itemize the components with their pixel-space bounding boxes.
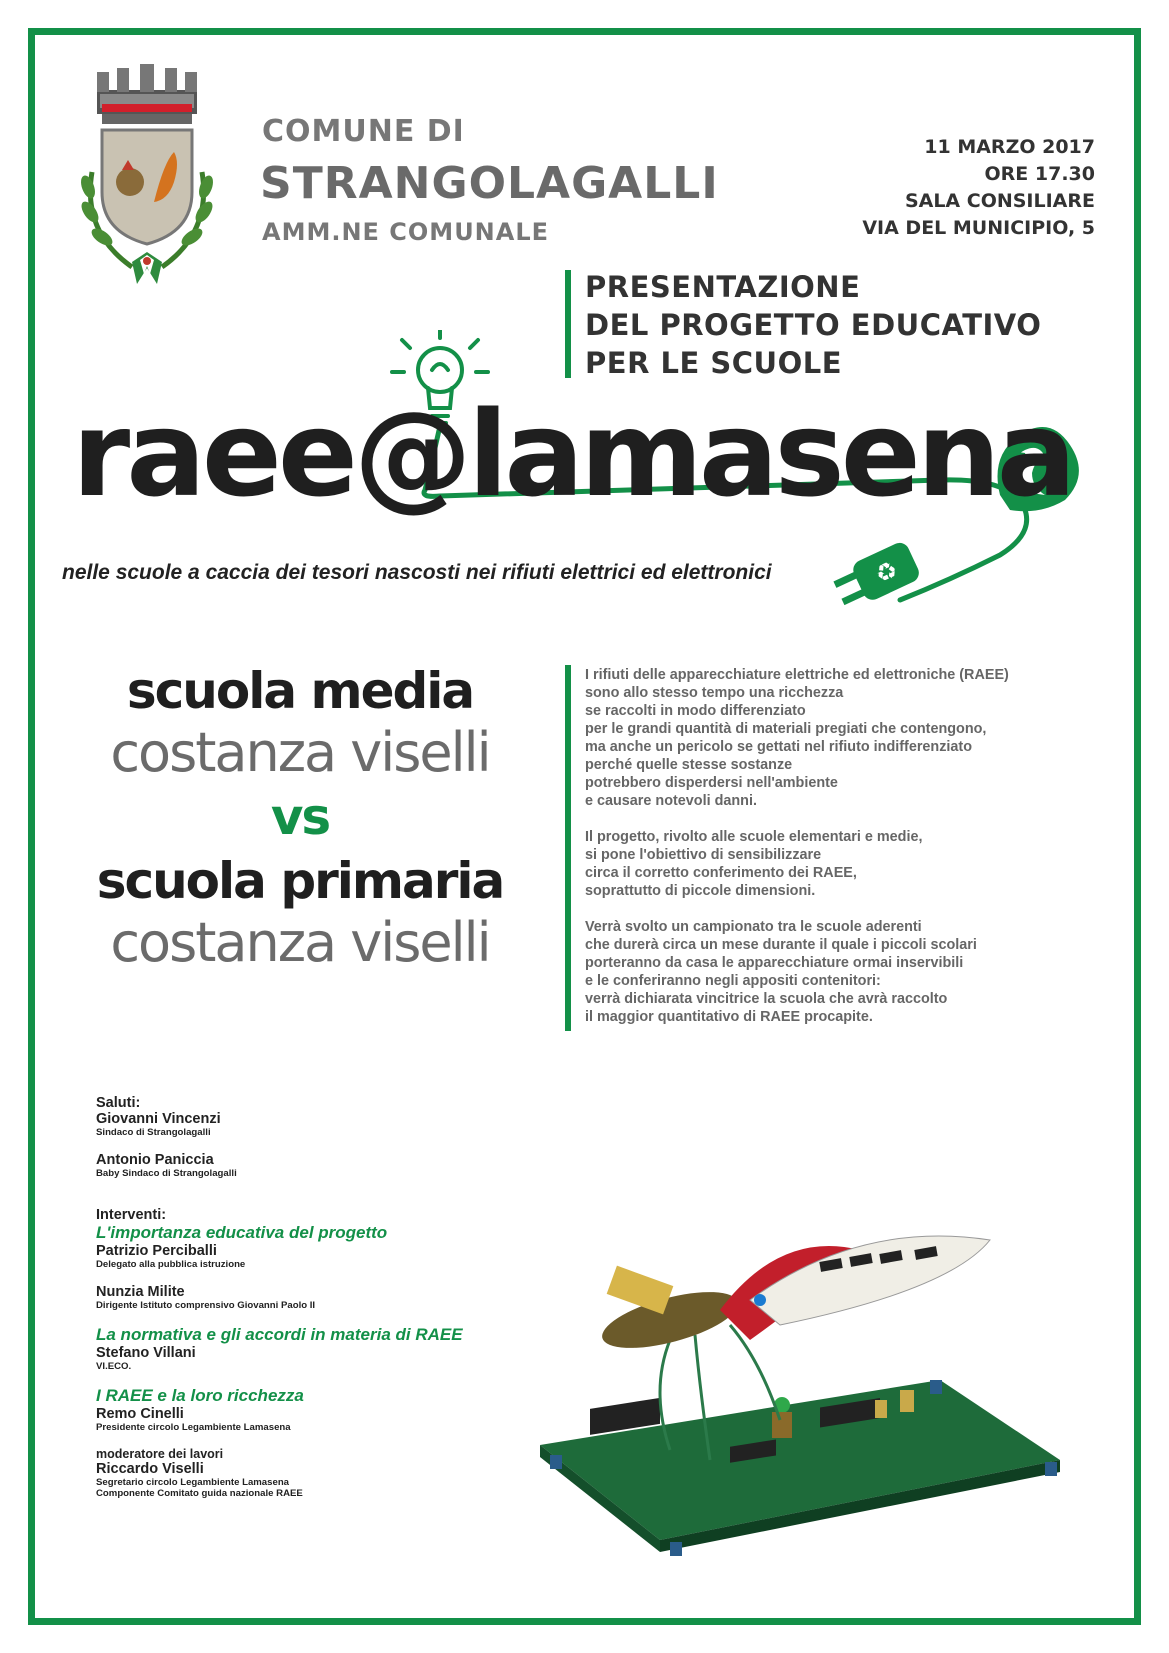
speaker-role: Baby Sindaco di Strangolagalli bbox=[96, 1168, 237, 1179]
event-info bbox=[862, 134, 1095, 242]
event-venue: SALA CONSILIARE bbox=[904, 190, 1095, 212]
schools-block bbox=[50, 660, 550, 974]
raee-lamasena-logo: raee@lamasena bbox=[72, 385, 1073, 523]
speaker-name: Antonio Paniccia bbox=[96, 1152, 214, 1168]
coat-of-arms-icon bbox=[62, 62, 232, 292]
moderator-name: Riccardo Viselli bbox=[96, 1461, 204, 1477]
event-address: VIA DEL MUNICIPIO, 5 bbox=[862, 217, 1095, 239]
description-accent-bar bbox=[565, 665, 571, 1031]
talk-topic: L'importanza educativa del progetto bbox=[96, 1223, 388, 1242]
event-date: 11 MARZO 2017 bbox=[924, 136, 1095, 158]
speaker-name: Remo Cinelli bbox=[96, 1406, 184, 1422]
talk-topic: La normativa e gli accordi in materia di RAEE bbox=[96, 1325, 463, 1344]
circuit-insect-image bbox=[520, 1230, 1080, 1560]
description-paragraph: Verrà svolto un campionato tra le scuole aderenti che durerà circa un mese durante il quale i piccoli scolari porteranno da casa le apparecchiature ormai inservibili e le conferiranno negli appositi contenitori: verrà dichiarata vincitrice la scuola che avrà raccolto il maggior quantitativo di RAEE procapite. bbox=[585, 919, 977, 1025]
recycle-icon: ♻ bbox=[870, 555, 903, 590]
presentation-line: PER LE SCUOLE bbox=[585, 346, 843, 380]
speaker-name: Stefano Villani bbox=[96, 1345, 196, 1361]
school2-name: costanza viselli bbox=[110, 911, 490, 974]
talk-topic: I RAEE e la loro ricchezza bbox=[96, 1386, 304, 1405]
speaker-role: Delegato alla pubblica istruzione bbox=[96, 1259, 246, 1270]
interventi-label: Interventi: bbox=[96, 1207, 167, 1223]
project-description bbox=[585, 666, 1105, 1044]
school1-name: costanza viselli bbox=[110, 721, 490, 784]
moderator-role: Segretario circolo Legambiente Lamasena bbox=[96, 1477, 290, 1488]
event-time: ORE 17.30 bbox=[984, 163, 1095, 185]
speaker-name: Giovanni Vincenzi bbox=[96, 1111, 221, 1127]
speaker-role: Sindaco di Strangolagalli bbox=[96, 1127, 211, 1138]
speaker-name: Patrizio Perciballi bbox=[96, 1243, 217, 1259]
saluti-label: Saluti: bbox=[96, 1095, 141, 1111]
description-paragraph: I rifiuti delle apparecchiature elettriche ed elettroniche (RAEE) sono allo stesso tempo una ricchezza se raccolti in modo differenziato per le grandi quantità di materiali pregiati che contengono, ma anche un pericolo se gettati nel rifiuto indifferenziato perché quelle stesse sostanze potrebbero disperdersi nell'ambiente e causare notevoli danni. bbox=[585, 667, 1009, 809]
tagline: nelle scuole a caccia dei tesori nascosti nei rifiuti elettrici ed elettronici bbox=[62, 561, 772, 584]
versus-label: vs bbox=[270, 788, 330, 846]
description-paragraph: Il progetto, rivolto alle scuole elementari e medie, si pone l'obiettivo di sensibilizzare circa il corretto conferimento dei RAEE, soprattutto di piccole dimensioni. bbox=[585, 829, 923, 899]
moderator-label: moderatore dei lavori bbox=[96, 1447, 224, 1461]
speaker-role: VI.ECO. bbox=[96, 1361, 132, 1372]
moderator-role: Componente Comitato guida nazionale RAEE bbox=[96, 1488, 303, 1499]
speaker-role: Presidente circolo Legambiente Lamasena bbox=[96, 1422, 291, 1433]
comune-name: STRANGOLAGALLI bbox=[260, 158, 719, 209]
speaker-name: Nunzia Milite bbox=[96, 1284, 185, 1300]
presentation-line: DEL PROGETTO EDUCATIVO bbox=[585, 308, 1042, 342]
school2-type: scuola primaria bbox=[96, 852, 504, 910]
school1-type: scuola media bbox=[126, 662, 474, 720]
program-list bbox=[96, 1095, 566, 1513]
speaker-role: Dirigente Istituto comprensivo Giovanni Paolo II bbox=[96, 1300, 316, 1311]
amministrazione-label: AMM.NE COMUNALE bbox=[262, 218, 550, 246]
comune-di-label: COMUNE DI bbox=[262, 114, 465, 149]
plug-icon bbox=[830, 540, 922, 613]
presentation-line: PRESENTAZIONE bbox=[585, 270, 861, 304]
